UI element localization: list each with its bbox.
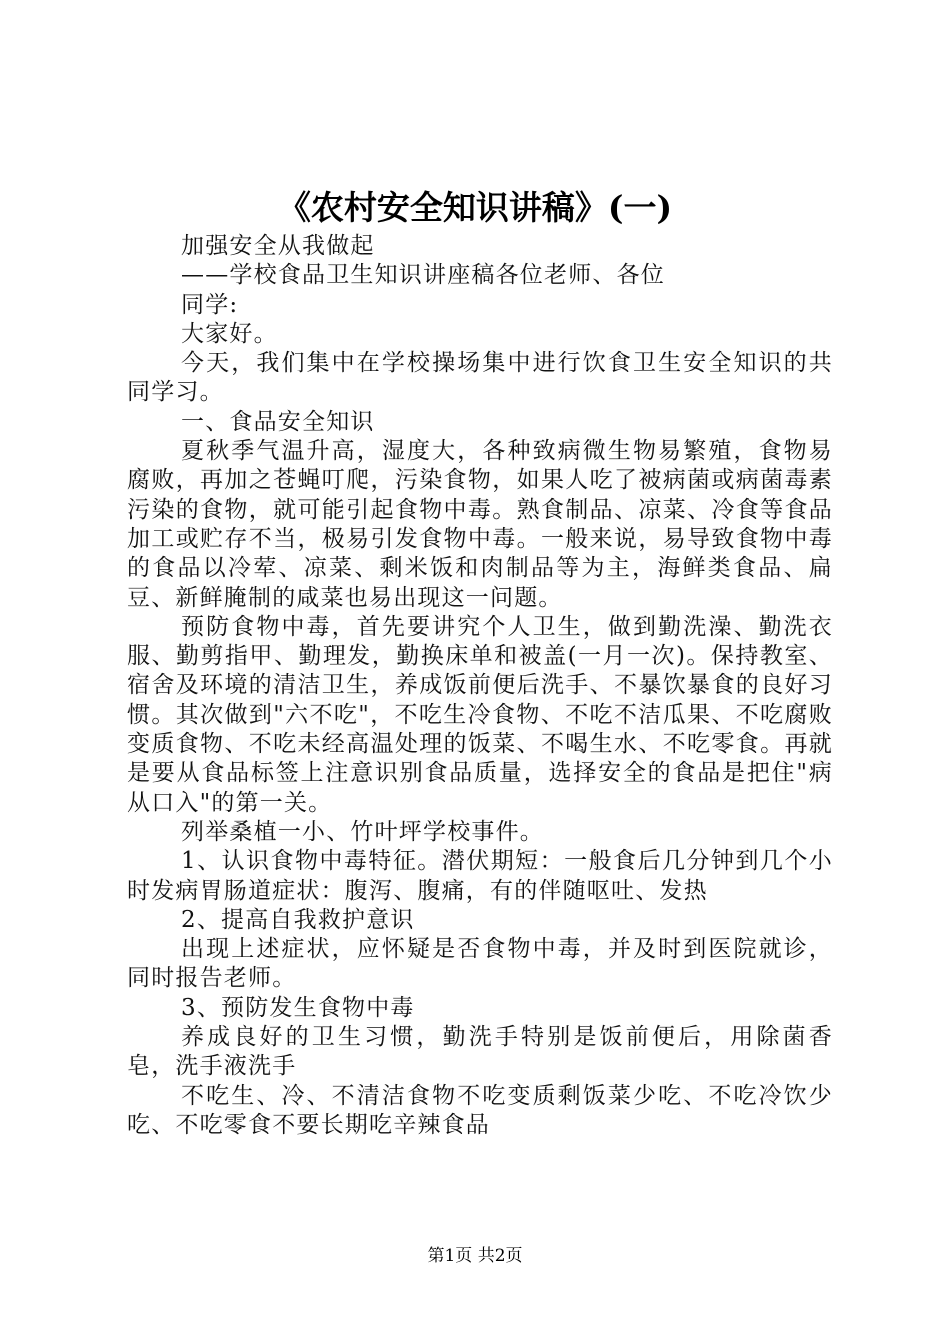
paragraph: 1、认识食物中毒特征。潜伏期短：一般食后几分钟到几个小时发病胃肠道症状：腹泻、腹痛，有的伴随呕吐、发热 — [127, 848, 833, 904]
paragraph: 出现上述症状，应怀疑是否食物中毒，并及时到医院就诊，同时报告老师。 — [127, 936, 833, 992]
page-footer: 第1页 共2页 — [427, 1246, 523, 1266]
paragraph: 养成良好的卫生习惯，勤洗手特别是饭前便后，用除菌香皂，洗手液洗手 — [127, 1024, 833, 1080]
paragraph: 不吃生、冷、不清洁食物不吃变质剩饭菜少吃、不吃冷饮少吃、不吃零食不要长期吃辛辣食品 — [127, 1082, 833, 1138]
paragraph: 加强安全从我做起 — [181, 233, 375, 259]
section-heading: 一、食品安全知识 — [181, 408, 375, 435]
paragraph: 列举桑植一小、竹叶坪学校事件。 — [181, 818, 544, 845]
document-body — [127, 232, 833, 1140]
paragraph: 预防食物中毒，首先要讲究个人卫生，做到勤洗澡、勤洗衣服、勤剪指甲、勤理发，勤换床单和被盖(一月一次)。保持教室、宿舍及环境的清洁卫生，养成饭前便后洗手、不暴饮暴食的良好习惯。其次做到"六不吃"，不吃生冷食物、不吃不洁瓜果、不吃腐败变质食物、不吃未经高温处理的饭菜、不喝生水、不吃零食。再就是要从食品标签上注意识别食品质量，选择安全的食品是把住"病从口入"的第一关。 — [127, 613, 833, 816]
paragraph: 今天，我们集中在学校操场集中进行饮食卫生安全知识的共同学习。 — [127, 350, 833, 406]
paragraph: 3、预防发生食物中毒 — [181, 994, 415, 1021]
paragraph: 大家好。 — [181, 320, 278, 347]
paragraph: 夏秋季气温升高，湿度大，各种致病微生物易繁殖，食物易腐败，再加之苍蝇叮爬，污染食物，如果人吃了被病菌或病菌毒素污染的食物，就可能引起食物中毒。熟食制品、凉菜、冷食等食品加工或贮存不当，极易引发食物中毒。一般来说，易导致食物中毒的食品以冷荤、凉菜、剩米饭和肉制品等为主，海鲜类食品、扁豆、新鲜腌制的咸菜也易出现这一问题。 — [127, 438, 833, 611]
document-title: 《农村安全知识讲稿》(一) — [277, 188, 673, 227]
paragraph: ——学校食品卫生知识讲座稿各位老师、各位 — [181, 262, 665, 289]
paragraph: 同学: — [181, 291, 239, 318]
paragraph: 2、提高自我救护意识 — [181, 906, 415, 933]
